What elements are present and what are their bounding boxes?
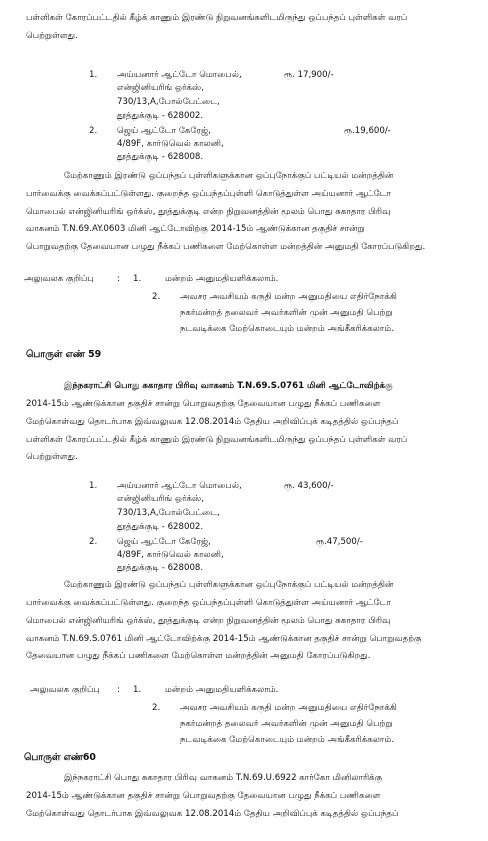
office-note-text: அவசர அவசியம் கருதி மன்ற அனுமதியை எதிர்நோக்கி [180, 703, 397, 713]
bidder-address-line: 730/13,A,போல்பேட்டை, [117, 97, 220, 107]
office-note-text: அவசர அவசியம் கருதி மன்ற அனுமதியை எதிர்நோக்கி [180, 292, 397, 302]
paragraph-line: தேவையான பழுது நீக்கப் பணிகளை மேற்கொள்ள மன்றத்தின் அனுமதி கோரப்படுகிறது. [26, 651, 371, 661]
office-note-label: அலுவலக குறிப்பு [30, 685, 100, 695]
paragraph-line: 2014-15ம் ஆண்டுக்கான தகுதிச் சான்று பொறுவதற்கு தேவையான பழுது நீக்கப் பணிகளை [26, 399, 381, 409]
bidder-address-line: தூத்துக்குடி - 628008. [117, 563, 204, 573]
bid-number: 1. [89, 481, 98, 491]
office-note-number: 1. [133, 685, 142, 695]
bidder-name: அய்யனார் ஆட்டோ மொபைல், [117, 70, 242, 80]
bidder-address-line: தூத்துக்குடி - 628002. [117, 111, 204, 121]
paragraph-line: இந்நகராட்சி பொது சுகாதார பிரிவு வாகனம் T.N.69.U.6922 கார்கோ மினிலாரிக்கு [64, 773, 383, 783]
bidder-name: ஜெய் ஆட்டோ கேரேஜ், [117, 126, 211, 136]
section-heading: பொருள் எண்60 [24, 752, 96, 763]
bidder-name: அய்யனார் ஆட்டோ மொபைல், [117, 481, 242, 491]
paragraph-line: பள்ளிகள் கோரப்பட்டதில் கீழ்க் காணும் இரண்டு நிறுவனங்களிடமிருந்து ஒப்பந்தப் புள்ளிகள் வரப் [26, 13, 408, 23]
bidder-address-line: தூத்துக்குடி - 628008. [117, 152, 204, 162]
paragraph-line: பார்வைக்கு வைக்கப்பட்டுள்ளது. குறைந்த ஒப்பந்தப்புள்ளி கொடுத்துள்ள அய்யனார் ஆட்டோ [26, 598, 392, 608]
paragraph-line: பொறுவதற்கு தேவையான பழுது நீக்கப் பணிகளை மேற்கொள்ள மன்றத்தின் அனுமதி கோரப்படுகிறது. [26, 242, 426, 252]
office-note-text: மன்றம் அனுமதியளிக்கலாம். [165, 274, 279, 284]
office-note-text: நகர்மன்றத் தலைவர் அவர்களின் முன் அனுமதி பெற்று [180, 719, 393, 729]
office-note-text: நடவடிக்கை மேற்கொடையும் மன்றம் அங்கீகரிக்கலாம். [180, 735, 395, 745]
bidder-address-line: 730/13,A,போல்பேட்டை, [117, 508, 220, 518]
paragraph-line: பள்ளிகள் கோரப்பட்டதில் கீழ்க் காணும் இரண்டு நிறுவனங்களிடமிருந்து ஒப்பந்தப் புள்ளிகள் வரப் [26, 435, 408, 445]
office-note-number: 2. [152, 292, 161, 302]
bidder-address-line: தூத்துக்குடி - 628002. [117, 522, 204, 532]
paragraph-line: மொபைல் என்ஜினியரிங் ஒர்க்ஸ், தூத்துக்குடி என்ற நிறுவனத்தின் மூலம் பொது சுகாதார பிரிவு [26, 616, 391, 626]
paragraph-line: மேற்கொள்வது தொடர்பாக இவ்வலுவக 12.08.2014ம் தேதிய அறிவிப்புக் கடிதத்தில் ஒப்பந்தப் [26, 417, 399, 427]
office-note-label: அலுவலக குறிப்பு [24, 274, 94, 284]
paragraph-line: இந்நகராட்சி பொது சுகாதார பிரிவு வாகனம் T.N.69.S.0761 மினி ஆட்டோவிற்க்கு [64, 381, 393, 391]
office-note-colon: : [117, 685, 120, 695]
paragraph-line: வாகனம் T.N.69.AY.0603 மினி ஆட்டோவிற்கு 2014-15ம் ஆண்டுக்கான தகுதிச் சான்று [26, 224, 365, 234]
bidder-address-line: என்ஜினியரிங் ஒர்க்ஸ், [117, 83, 205, 93]
paragraph-line: பார்வைக்கு வைக்கப்பட்டுள்ளது. குறைந்த ஒப்பந்தப்புள்ளி கொடுத்துள்ள அய்யனார் ஆட்டோ [26, 189, 392, 199]
office-note-colon: : [117, 274, 120, 284]
office-note-text: மன்றம் அனுமதியளிக்கலாம். [165, 685, 279, 695]
paragraph-line: 2014-15ம் ஆண்டுக்கான தகுதிச் சான்று பொறுவதற்கு தேவையான பழுது நீக்கப் பணிகளை [26, 791, 381, 801]
paragraph-line: வாகனம் T.N.69.S.0761 மினி ஆட்டோவிற்க்கு 2014-15ம் ஆண்டுக்கான தகுதிச் சான்று பொறுவதற்கு [26, 634, 422, 644]
paragraph-line: மேற்காணும் இரண்டு ஒப்பந்தப் புள்ளிகளுக்கான ஒப்புநோக்குப் பட்டியல் மன்றத்தின் [64, 171, 394, 181]
bidder-address-line: 4/89F, கார்டுவெல் காலனி, [117, 139, 224, 149]
section-heading: பொருள் எண் 59 [26, 349, 102, 360]
office-note-number: 2. [152, 703, 161, 713]
paragraph-line: பெற்றுள்ளது. [26, 452, 78, 462]
office-note-number: 1. [133, 274, 142, 284]
paragraph-line: பெற்றுள்ளது. [26, 31, 78, 41]
bid-number: 2. [89, 537, 98, 547]
office-note-text: நடவடிக்கை மேற்கொடையும் மன்றம் அங்கீகரிக்கலாம். [180, 324, 395, 334]
bid-amount: ரூ. 43,600/- [284, 481, 334, 491]
office-note-text: நகர்மன்றத் தலைவர் அவர்களின் முன் அனுமதி பெற்று [180, 308, 393, 318]
paragraph-line: மேற்கொள்வது தொடர்பாக இவ்வலுவக 12.08.2014ம் தேதிய அறிவிப்புக் கடிதத்தில் ஒப்பந்தப் [26, 809, 399, 819]
bidder-address-line: 4/89F, கார்டுவெல் காலனி, [117, 550, 224, 560]
paragraph-line: மேற்காணும் இரண்டு ஒப்பந்தப் புள்ளிகளுக்கான ஒப்புநோக்குப் பட்டியல் மன்றத்தின் [64, 580, 394, 590]
bidder-address-line: என்ஜினியரிங் ஒர்க்ஸ், [117, 494, 205, 504]
paragraph-line: மொபைல் என்ஜினியரிங் ஒர்க்ஸ், தூத்துக்குடி என்ற நிறுவனத்தின் மூலம் பொது சுகாதார பிரிவு [26, 207, 391, 217]
bid-amount: ரூ. 17,900/- [284, 70, 334, 80]
bid-number: 1. [89, 70, 98, 80]
bid-number: 2. [89, 126, 98, 136]
bid-amount: ரூ.47,500/- [316, 537, 363, 547]
bid-amount: ரூ.19,600/- [344, 126, 391, 136]
bidder-name: ஜெய் ஆட்டோ கேரேஜ், [117, 537, 211, 547]
